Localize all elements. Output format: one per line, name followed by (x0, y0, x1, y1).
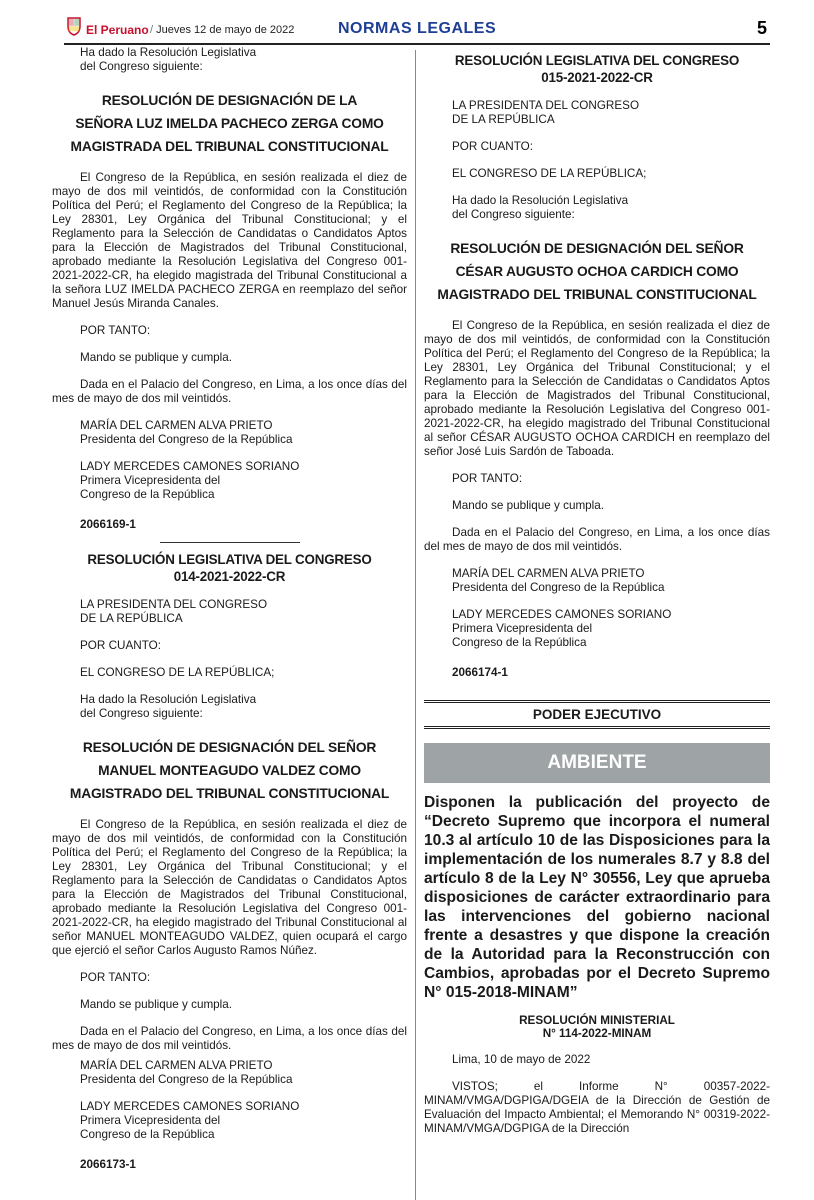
ambiente-section-banner: AMBIENTE (424, 743, 770, 783)
signatory-name: MARÍA DEL CARMEN ALVA PRIETO (452, 567, 645, 580)
signatory-role: Congreso de la República (452, 636, 587, 649)
title-line: RESOLUCIÓN DE DESIGNACIÓN DEL SEÑOR (82, 740, 377, 755)
coat-of-arms-icon (66, 16, 82, 36)
decree-summary-heading: Disponen la publicación del proyecto de “Decreto Supremo que incorpora el numeral 10.3 al artículo 10 de las Disposiciones para la implementación de los numerales 8.7 y 8.8 del artículo 8 de la Ley N° 30556, Ley que aprueba disposiciones de carácter extraordinario para las intervenciones del gobierno nacional frente a desastres y que dispone la creación de la Autoridad para la Reconstrucción con Cambios, aprobadas por el Decreto Supremo N° 015-2018-MINAM” (424, 794, 770, 1001)
dada-palacio: Dada en el Palacio del Congreso, en Lima, a los once días del mes de mayo de dos mil veintidós. (52, 378, 407, 405)
signatory-name: MARÍA DEL CARMEN ALVA PRIETO (80, 1059, 273, 1072)
resolution-title-ochoa (424, 237, 770, 306)
vistos-paragraph: VISTOS; el Informe N° 00357-2022-MINAM/VMGA/DGPIGA/DGEIA de la Dirección de Gestión de Evaluación del Impacto Ambiental; el Memorando N° 00319-2022-MINAM/VMGA/DGPIGA de la Dirección (424, 1080, 770, 1135)
dada-palacio: Dada en el Palacio del Congreso, en Lima, a los once días del mes de mayo de dos mil veintidós. (52, 1025, 407, 1052)
intro-line-1: Ha dado la Resolución Legislativa (452, 194, 629, 207)
publication-code: 2066173-1 (80, 1158, 136, 1171)
title-line: RESOLUCIÓN DE DESIGNACIÓN DEL SEÑOR (450, 241, 744, 256)
separator-line (160, 542, 300, 543)
signatory-role: Presidenta del Congreso de la República (80, 1073, 293, 1086)
signatory-name: MARÍA DEL CARMEN ALVA PRIETO (80, 419, 273, 432)
presidenta-line: DE LA REPÚBLICA (452, 113, 555, 126)
header-line: 015-2021-2022-CR (541, 70, 653, 85)
congreso-line: EL CONGRESO DE LA REPÚBLICA; (80, 666, 275, 679)
signatory-role: Presidenta del Congreso de la República (452, 581, 665, 594)
title-line: RESOLUCIÓN DE DESIGNACIÓN DE LA (101, 93, 358, 108)
intro-line-1: Ha dado la Resolución Legislativa (80, 46, 257, 59)
signatory-name: LADY MERCEDES CAMONES SORIANO (80, 460, 300, 473)
por-tanto: POR TANTO: (80, 324, 151, 337)
resolution-body-ochoa: El Congreso de la República, en sesión realizada el diez de mayo de dos mil veintidós, de conformidad con la Constitución Política del Perú; el Reglamento del Congreso de la República; la Ley 28301, Ley Orgánica del Tribunal Constitucional; y el Reglamento para la Selección de Candidatas o Candidatos Aptos para la Elección de Magistrados del Tribunal Constitucional, aprobado mediante la Resolución Legislativa del Congreso 001-2021-2022-CR, ha elegido magistrado del Tribunal Constitucional al señor CÉSAR AUGUSTO OCHOA CARDICH en reemplazo del señor José Luis Sardón de Taboada. (424, 319, 770, 458)
resolution-body-monteagudo: El Congreso de la República, en sesión realizada el diez de mayo de dos mil veintidós, de conformidad con la Constitución Política del Perú; el Reglamento del Congreso de la República; la Ley 28301, Ley Orgánica del Tribunal Constitucional; y el Reglamento para la Selección de Candidatas o Candidatos Aptos para la Elección de Magistrados del Tribunal Constitucional, aprobado mediante la Resolución Legislativa del Congreso 001-2021-2022-CR, ha elegido magistrado del Tribunal Constitucional al señor MANUEL MONTEAGUDO VALDEZ, quien ocupará el cargo que ejerció el señor Carlos Augusto Ramos Núñez. (52, 818, 407, 957)
por-cuanto: POR CUANTO: (452, 140, 533, 153)
resolution-header-014 (52, 551, 407, 585)
header-separator: / (150, 24, 154, 36)
mando-publique: Mando se publique y cumpla. (452, 499, 605, 512)
mando-publique: Mando se publique y cumpla. (80, 351, 233, 364)
section-title: NORMAS LEGALES (338, 20, 497, 37)
header-rule (64, 43, 770, 45)
congreso-line: EL CONGRESO DE LA REPÚBLICA; (452, 167, 647, 180)
lima-date: Lima, 10 de mayo de 2022 (452, 1053, 591, 1066)
por-cuanto: POR CUANTO: (80, 639, 161, 652)
presidenta-line: DE LA REPÚBLICA (80, 612, 183, 625)
header-line: 014-2021-2022-CR (173, 569, 286, 584)
title-line: MANUEL MONTEAGUDO VALDEZ COMO (98, 763, 361, 778)
page-number: 5 (757, 18, 768, 38)
resolution-title-pacheco (52, 89, 407, 158)
signatory-name: LADY MERCEDES CAMONES SORIANO (80, 1100, 300, 1113)
page-header (0, 0, 814, 46)
resolution-title-monteagudo (52, 736, 407, 805)
issue-date-text: Jueves 12 de mayo de 2022 (156, 24, 295, 36)
poder-ejecutivo-banner: PODER EJECUTIVO (424, 700, 770, 729)
title-line: MAGISTRADA DEL TRIBUNAL CONSTITUCIONAL (70, 139, 389, 154)
por-tanto: POR TANTO: (80, 971, 151, 984)
title-line: MAGISTRADO DEL TRIBUNAL CONSTITUCIONAL (437, 287, 757, 302)
signatory-role: Congreso de la República (80, 1128, 215, 1141)
intro-line-2: del Congreso siguiente: (80, 707, 203, 720)
title-line: SEÑORA LUZ IMELDA PACHECO ZERGA COMO (75, 116, 384, 131)
signatory-role: Primera Vicepresidenta del (80, 474, 221, 487)
presidenta-line: LA PRESIDENTA DEL CONGRESO (80, 598, 268, 611)
rm-line: N° 114-2022-MINAM (542, 1027, 652, 1040)
rm-line: RESOLUCIÓN MINISTERIAL (519, 1014, 675, 1027)
signatory-role: Primera Vicepresidenta del (452, 622, 593, 635)
title-line: CÉSAR AUGUSTO OCHOA CARDICH COMO (455, 264, 739, 279)
ministerial-resolution-number (424, 1014, 770, 1040)
newspaper-brand: El Peruano (86, 23, 149, 37)
issue-date (150, 24, 294, 36)
publication-code: 2066174-1 (452, 666, 508, 679)
signatory-name: LADY MERCEDES CAMONES SORIANO (452, 608, 672, 621)
signatory-role: Congreso de la República (80, 488, 215, 501)
intro-line-2: del Congreso siguiente: (452, 208, 575, 221)
title-line: MAGISTRADO DEL TRIBUNAL CONSTITUCIONAL (69, 786, 390, 801)
header-line: RESOLUCIÓN LEGISLATIVA DEL CONGRESO (454, 53, 740, 68)
right-column (424, 46, 770, 1136)
publication-code: 2066169-1 (80, 518, 136, 531)
presidenta-line: LA PRESIDENTA DEL CONGRESO (452, 99, 640, 112)
por-tanto: POR TANTO: (452, 472, 523, 485)
intro-line-1: Ha dado la Resolución Legislativa (80, 693, 257, 706)
left-column (52, 46, 407, 1172)
header-line: RESOLUCIÓN LEGISLATIVA DEL CONGRESO (87, 552, 372, 567)
signatory-role: Primera Vicepresidenta del (80, 1114, 221, 1127)
mando-publique: Mando se publique y cumpla. (80, 998, 233, 1011)
resolution-header-015 (424, 52, 770, 86)
intro-line-2: del Congreso siguiente: (80, 60, 203, 73)
signatory-role: Presidenta del Congreso de la República (80, 433, 293, 446)
dada-palacio: Dada en el Palacio del Congreso, en Lima, a los once días del mes de mayo de dos mil veintidós. (424, 526, 770, 553)
resolution-body-pacheco: El Congreso de la República, en sesión realizada el diez de mayo de dos mil veintidós, de conformidad con la Constitución Política del Perú; el Reglamento del Congreso de la República; la Ley 28301, Ley Orgánica del Tribunal Constitucional; y el Reglamento para la Selección de Candidatas o Candidatos Aptos para la Elección de Magistrados del Tribunal Constitucional, aprobado mediante la Resolución Legislativa del Congreso 001-2021-2022-CR, ha elegido magistrada del Tribunal Constitucional a la señora LUZ IMELDA PACHECO ZERGA en reemplazo del señor Manuel Jesús Miranda Canales. (52, 171, 407, 310)
column-divider (415, 50, 416, 1200)
